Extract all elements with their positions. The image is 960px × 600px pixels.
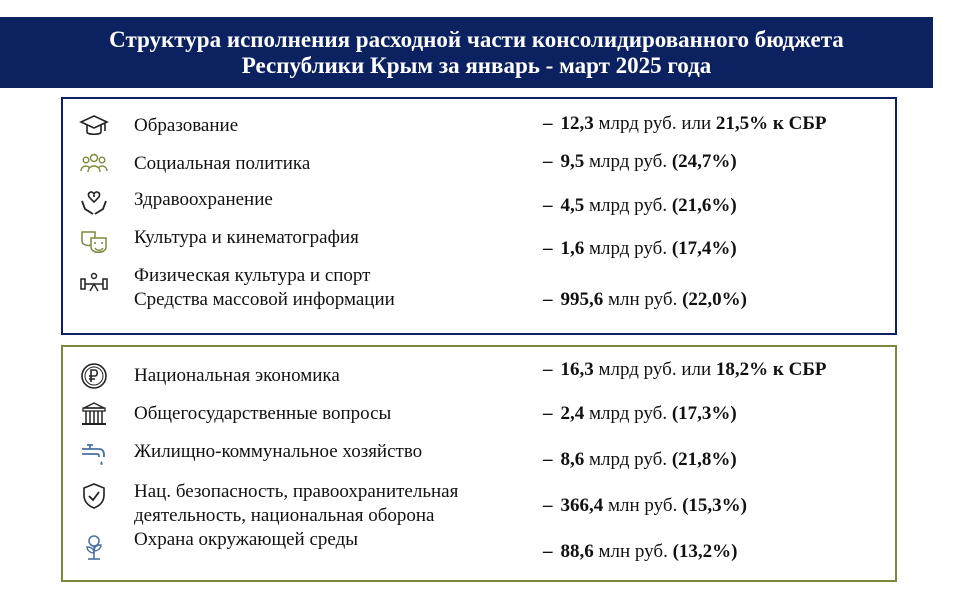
item-label: Нац. безопасность, правоохранительная [134, 481, 459, 502]
item-label: Культура и кинематография [134, 227, 359, 248]
title-line-1: Структура исполнения расходной части консолидированного бюджета [109, 26, 844, 52]
item-value: – 16,3 млрд руб. или 18,2% к СБР [543, 359, 827, 380]
item-label: Жилищно-коммунальное хозяйство [134, 441, 423, 462]
item-label: Социальная политика [134, 153, 311, 174]
people-group-icon [79, 149, 109, 179]
item-value: – 995,6 млн руб. (22,0%) [543, 289, 747, 310]
item-label: Охрана окружающей среды [134, 529, 359, 550]
item-value: – 366,4 млн руб. (15,3%) [543, 495, 747, 516]
graduation-cap-icon [79, 111, 109, 141]
item-value: – 1,6 млрд руб. (17,4%) [543, 238, 737, 259]
theater-masks-icon [79, 227, 109, 257]
item-label: Физическая культура и спорт [134, 265, 371, 286]
item-label: Средства массовой информации [134, 289, 395, 310]
water-tap-icon [79, 439, 109, 469]
item-label: Образование [134, 115, 239, 136]
social-sphere-panel [61, 97, 897, 335]
item-value: – 8,6 млрд руб. (21,8%) [543, 449, 737, 470]
item-value: – 88,6 млн руб. (13,2%) [543, 541, 738, 562]
page-title [0, 17, 933, 88]
dumbbell-icon [79, 269, 109, 299]
item-label: Здравоохранение [134, 189, 273, 210]
item-label: деятельность, национальная оборона [134, 505, 435, 526]
ruble-coin-icon [79, 361, 109, 391]
government-building-icon [79, 399, 109, 429]
item-label: Национальная экономика [134, 365, 340, 386]
title-line-2: Республики Крым за январь - март 2025 года [241, 52, 712, 78]
shield-check-icon [79, 481, 109, 511]
item-value: – 9,5 млрд руб. (24,7%) [543, 151, 737, 172]
item-value: – 12,3 млрд руб. или 21,5% к СБР [543, 113, 827, 134]
item-label: Общегосударственные вопросы [134, 403, 392, 424]
item-value: – 2,4 млрд руб. (17,3%) [543, 403, 737, 424]
item-value: – 4,5 млрд руб. (21,6%) [543, 195, 737, 216]
heart-hands-icon [79, 187, 109, 217]
economy-panel [61, 345, 897, 582]
plant-environment-icon [79, 533, 109, 563]
